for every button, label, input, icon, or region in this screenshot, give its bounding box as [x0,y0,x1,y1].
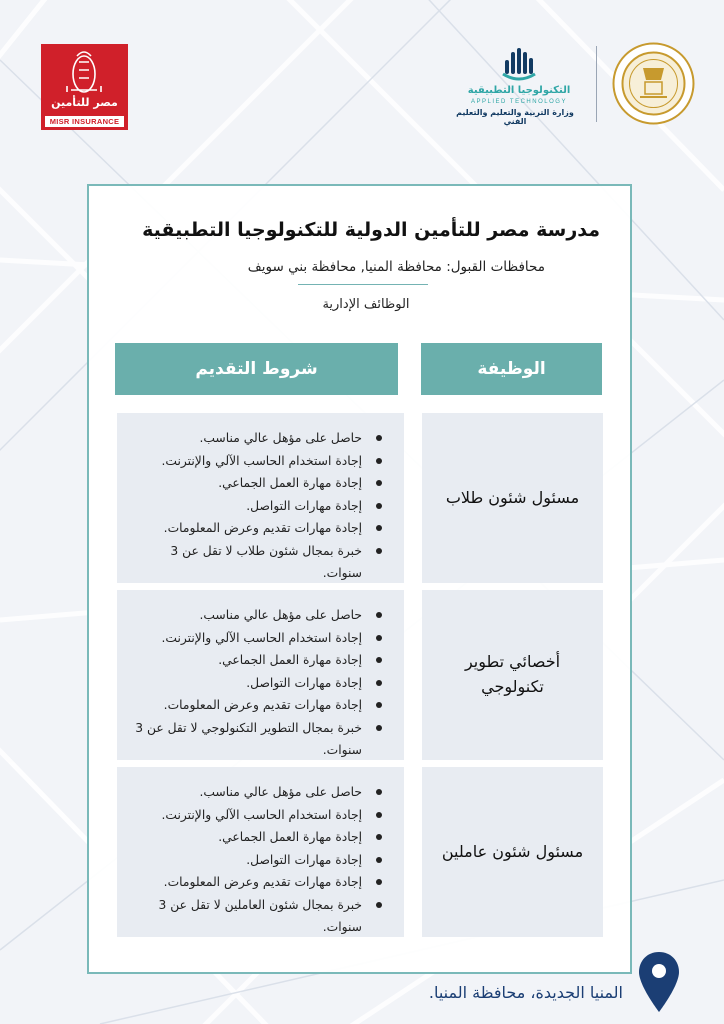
requirement-item: خبرة بمجال شئون طلاب لا تقل عن 3 سنوات. [135,540,384,585]
column-header-requirements: شروط التقديم [115,343,398,395]
requirement-item: حاصل على مؤهل عالي مناسب. [135,781,384,804]
misr-insurance-emblem-icon [41,46,128,98]
requirement-item: إجادة مهارة العمل الجماعي. [135,472,384,495]
requirement-item: إجادة استخدام الحاسب الآلي والإنترنت. [135,450,384,473]
requirement-item: إجادة مهارات التواصل. [135,849,384,872]
requirement-item: حاصل على مؤهل عالي مناسب. [135,427,384,450]
requirements-cell [117,590,404,760]
ministry-name-line: وزارة التربية والتعليم والتعليم الفني [456,108,574,126]
misr-arabic-text: مصر للتأمين [51,96,118,109]
ministry-seal-logo [612,42,695,125]
requirement-item: إجادة مهارة العمل الجماعي. [135,826,384,849]
footer-address: المنيا الجديدة، محافظة المنيا. [428,983,623,1002]
requirement-item: إجادة مهارات التواصل. [135,495,384,518]
requirement-item: إجادة مهارات تقديم وعرض المعلومات. [135,871,384,894]
job-listing-card [87,184,632,974]
title-divider [298,284,428,285]
requirement-item: إجادة استخدام الحاسب الآلي والإنترنت. [135,627,384,650]
applied-technology-logo [445,46,585,124]
job-title-cell: أخصائي تطوير تكنولوجي [422,590,603,760]
requirement-item: إجادة مهارات التواصل. [135,672,384,695]
applied-technology-arabic: التكنولوجيا التطبيقية [467,85,571,96]
applied-technology-english: APPLIED TECHNOLOGY [471,99,567,105]
location-pin-icon [637,950,681,1014]
requirement-item: خبرة بمجال شئون العاملين لا تقل عن 3 سنوات. [135,894,384,939]
misr-english-text: MISR INSURANCE [45,116,124,127]
requirement-item: إجادة مهارات تقديم وعرض المعلومات. [135,694,384,717]
misr-insurance-logo [41,44,128,130]
requirement-item: إجادة مهارة العمل الجماعي. [135,649,384,672]
job-title-cell: مسئول شئون طلاب [422,413,603,583]
applied-technology-emblem-icon [499,46,539,84]
requirements-list [117,767,404,939]
requirement-item: إجادة استخدام الحاسب الآلي والإنترنت. [135,804,384,827]
requirement-item: حاصل على مؤهل عالي مناسب. [135,604,384,627]
governorates-line: محافظات القبول: محافظة المنيا, محافظة بني سويف [247,259,545,275]
requirements-cell [117,413,404,583]
requirement-item: إجادة مهارات تقديم وعرض المعلومات. [135,517,384,540]
column-header-job: الوظيفة [421,343,602,395]
job-title-cell: مسئول شئون عاملين [422,767,603,937]
requirements-cell [117,767,404,937]
section-heading: الوظائف الإدارية [322,297,410,312]
requirements-list [117,590,404,762]
logo-divider [596,46,597,122]
ministry-seal-icon [612,42,695,125]
requirement-item: خبرة بمجال التطوير التكنولوجي لا تقل عن 3 سنوات. [135,717,384,762]
requirements-list [117,413,404,585]
school-title: مدرسة مصر للتأمين الدولية للتكنولوجيا التطبيقية [142,219,600,241]
